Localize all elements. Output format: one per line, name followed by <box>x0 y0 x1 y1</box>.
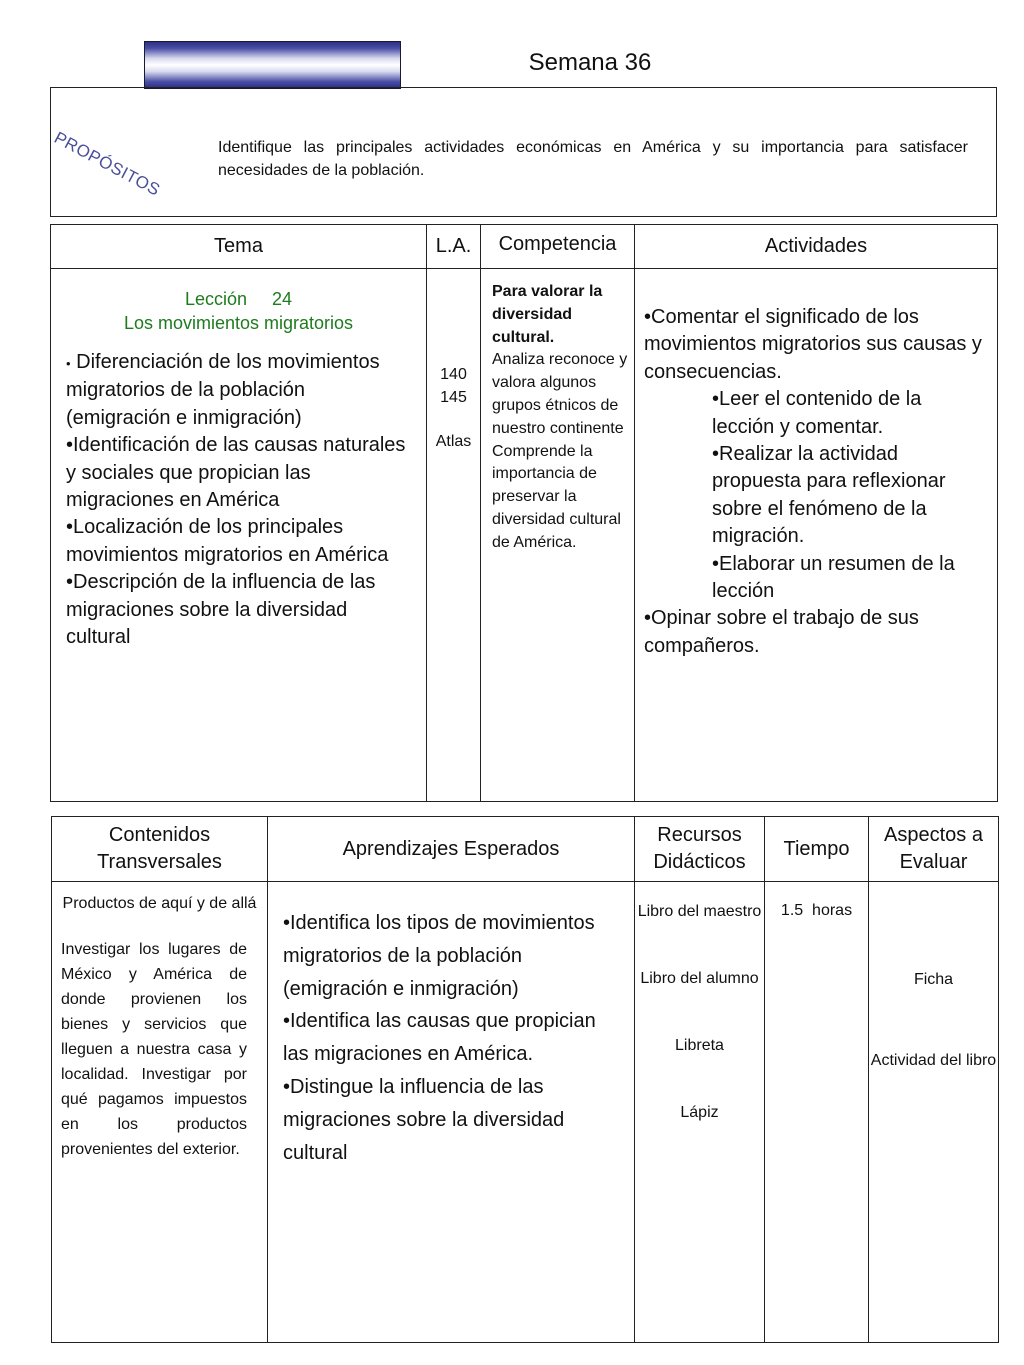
activities-cell <box>635 269 998 802</box>
lesson-number: Lección 24 <box>184 289 293 309</box>
purpose-text: Identifique las principales actividades económicas en América y su importancia para satisfacer necesidades de la población. <box>218 139 968 179</box>
header-transversal: Contenidos Transversales <box>52 817 268 882</box>
header-la: L.A. <box>427 225 481 269</box>
resource-item: Lápiz <box>680 1104 719 1121</box>
resources-cell <box>635 882 765 1343</box>
title-banner <box>144 41 401 89</box>
evaluation-cell <box>869 882 999 1343</box>
evaluation-table <box>51 816 999 1343</box>
transversal-cell <box>52 882 268 1343</box>
la-atlas: Atlas <box>435 433 472 450</box>
purpose-label: PROPÓSITOS <box>51 128 164 200</box>
competence-text: Analiza reconoce y valora algunos grupos étnicos de nuestro continente Comprende la importancia de preservar la diversidad cultural de América. <box>492 351 628 551</box>
topic-cell <box>51 269 427 802</box>
activity-subitem: •Leer el contenido de la lección y comentar. <box>712 388 922 438</box>
learning-item: •Distingue la influencia de las migraciones sobre la diversidad cultural <box>283 1075 565 1164</box>
header-time: Tiempo <box>765 817 869 882</box>
topic-item <box>66 349 410 432</box>
transversal-text: Investigar los lugares de México y América de donde provienen los bienes y servicios que lleguen a nuestra casa y localidad. Investigar por qué pagamos impuestos en los productos provenientes del exterior. <box>61 941 247 1158</box>
resource-item: Libro del alumno <box>640 970 759 987</box>
resource-item: Libro del maestro <box>637 903 762 920</box>
topic-bullet: • <box>66 356 71 371</box>
lesson-name: Los movimientos migratorios <box>123 313 354 333</box>
header-resources: Recursos Didácticos <box>635 817 765 882</box>
lesson-table <box>50 224 998 802</box>
resource-item: Libreta <box>675 1037 724 1054</box>
transversal-title: Productos de aquí y de allá <box>62 895 257 912</box>
lesson-title <box>51 287 426 335</box>
time-value: 1.5 horas <box>780 902 853 919</box>
activity-subitem: •Realizar la actividad propuesta para reflexionar sobre el fenómeno de la migración. <box>712 443 946 548</box>
week-label: Semana 36 <box>528 49 652 76</box>
evaluation-item: Actividad del libro <box>870 1052 997 1069</box>
competence-title: Para valorar la diversidad cultural. <box>492 283 603 346</box>
learning-cell <box>268 882 635 1343</box>
la-cell <box>427 269 481 802</box>
learning-item: •Identifica los tipos de movimientos migratorios de la población (emigración e inmigración) <box>283 912 595 1000</box>
learning-item: •Identifica las causas que propician las migraciones en América. <box>283 1010 596 1066</box>
topic-list <box>66 349 410 651</box>
topic-item: •Descripción de la influencia de las migraciones sobre la diversidad cultural <box>66 571 376 649</box>
activity-item: •Comentar el significado de los movimientos migratorios sus causas y consecuencias. <box>644 306 982 383</box>
topic-text: Diferenciación de los movimientos migratorios de la población (emigración e inmigración) <box>66 351 380 429</box>
header-learning: Aprendizajes Esperados <box>268 817 635 882</box>
topic-item: •Localización de los principales movimientos migratorios en América <box>66 516 389 566</box>
header-topic: Tema <box>51 225 427 269</box>
la-page: 145 <box>440 388 467 406</box>
header-evaluation: Aspectos a Evaluar <box>869 817 999 882</box>
time-cell <box>765 882 869 1343</box>
activity-subitem: •Elaborar un resumen de la lección <box>712 552 955 603</box>
la-page: 140 <box>440 366 467 383</box>
header-competence: Competencia <box>481 225 635 269</box>
topic-item: •Identificación de las causas naturales y sociales que propician las migraciones en América <box>66 434 406 512</box>
activity-item: •Opinar sobre el trabajo de sus compañeros. <box>644 607 919 657</box>
competence-cell <box>481 269 635 802</box>
evaluation-item: Ficha <box>913 971 954 988</box>
header-activities: Actividades <box>635 225 998 269</box>
